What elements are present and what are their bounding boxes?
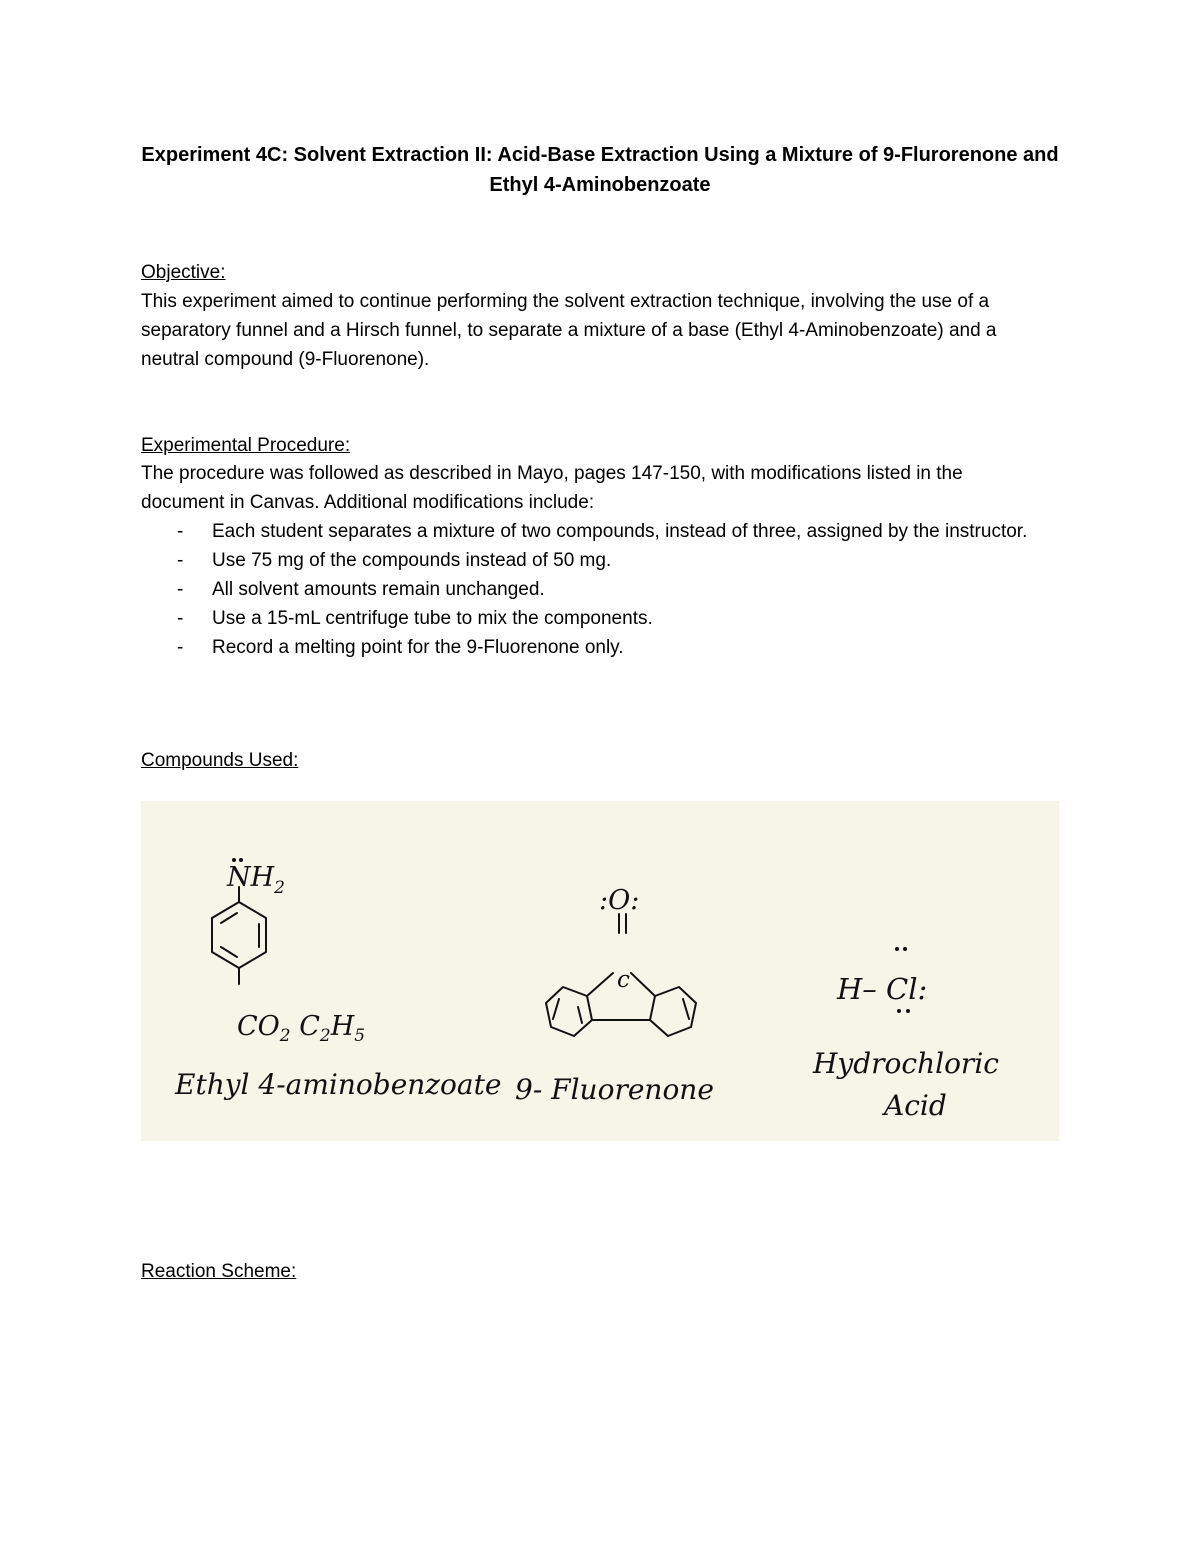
list-bullet: - xyxy=(177,579,184,600)
compound-name-3-line2: Acid xyxy=(884,1089,947,1122)
list-bullet: - xyxy=(177,550,184,571)
procedure-intro: The procedure was followed as described in Mayo, pages 147-150, with modifications listed in the document in Canvas. Additional modifications include: xyxy=(141,463,963,513)
compound-name-1: Ethyl 4-aminobenzoate xyxy=(175,1068,502,1101)
reaction-scheme-heading: Reaction Scheme: xyxy=(141,1261,297,1282)
compound-name-2: 9- Fluorenone xyxy=(515,1073,714,1106)
objective-text xyxy=(141,287,1046,374)
hcl-formula-label: H– Cl: xyxy=(837,972,928,1006)
structures-svg xyxy=(141,801,1059,1141)
list-item-text: Use a 15-mL centrifuge tube to mix the components. xyxy=(212,608,653,629)
carbonyl-carbon-label: c xyxy=(617,967,630,993)
list-item-text: Use 75 mg of the compounds instead of 50 mg. xyxy=(212,550,612,571)
procedure-body xyxy=(141,459,1046,662)
list-item xyxy=(141,575,1046,604)
procedure-heading: Experimental Procedure: xyxy=(141,435,351,456)
list-bullet: - xyxy=(177,637,184,658)
compounds-drawing xyxy=(141,801,1059,1141)
benzene-ring-drawing xyxy=(212,887,266,984)
amine-group-label: $NH_2$ xyxy=(227,862,285,898)
ester-group-label: $CO_2$ $C_2H_5$ xyxy=(237,1011,366,1046)
list-bullet: - xyxy=(177,521,184,542)
compounds-heading: Compounds Used: xyxy=(141,750,299,771)
carbonyl-oxygen-label: :O: xyxy=(599,885,640,916)
objective-paragraph: This experiment aimed to continue performing the solvent extraction technique, involving the use of a separatory funnel and a Hirsch funnel, to separate a mixture of a base (Ethyl 4-Aminobenzoate) and a neutral compound (9-Fluorenone). xyxy=(141,291,997,370)
list-item xyxy=(141,604,1046,633)
list-bullet: - xyxy=(177,608,184,629)
list-item xyxy=(141,546,1046,575)
compound-name-3: Hydrochloric xyxy=(813,1047,999,1080)
document-title: Experiment 4C: Solvent Extraction II: Acid-Base Extraction Using a Mixture of 9-Flurorenone and Ethyl 4-Aminobenzoate xyxy=(141,144,1059,196)
list-item-text: Record a melting point for the 9-Fluorenone only. xyxy=(212,637,624,658)
list-item-text: Each student separates a mixture of two compounds, instead of three, assigned by the instructor. xyxy=(212,521,1028,542)
list-item-text: All solvent amounts remain unchanged. xyxy=(212,579,545,600)
list-item xyxy=(141,517,1046,546)
modifications-list xyxy=(141,517,1046,662)
list-item xyxy=(141,633,1046,662)
objective-heading: Objective: xyxy=(141,262,226,283)
